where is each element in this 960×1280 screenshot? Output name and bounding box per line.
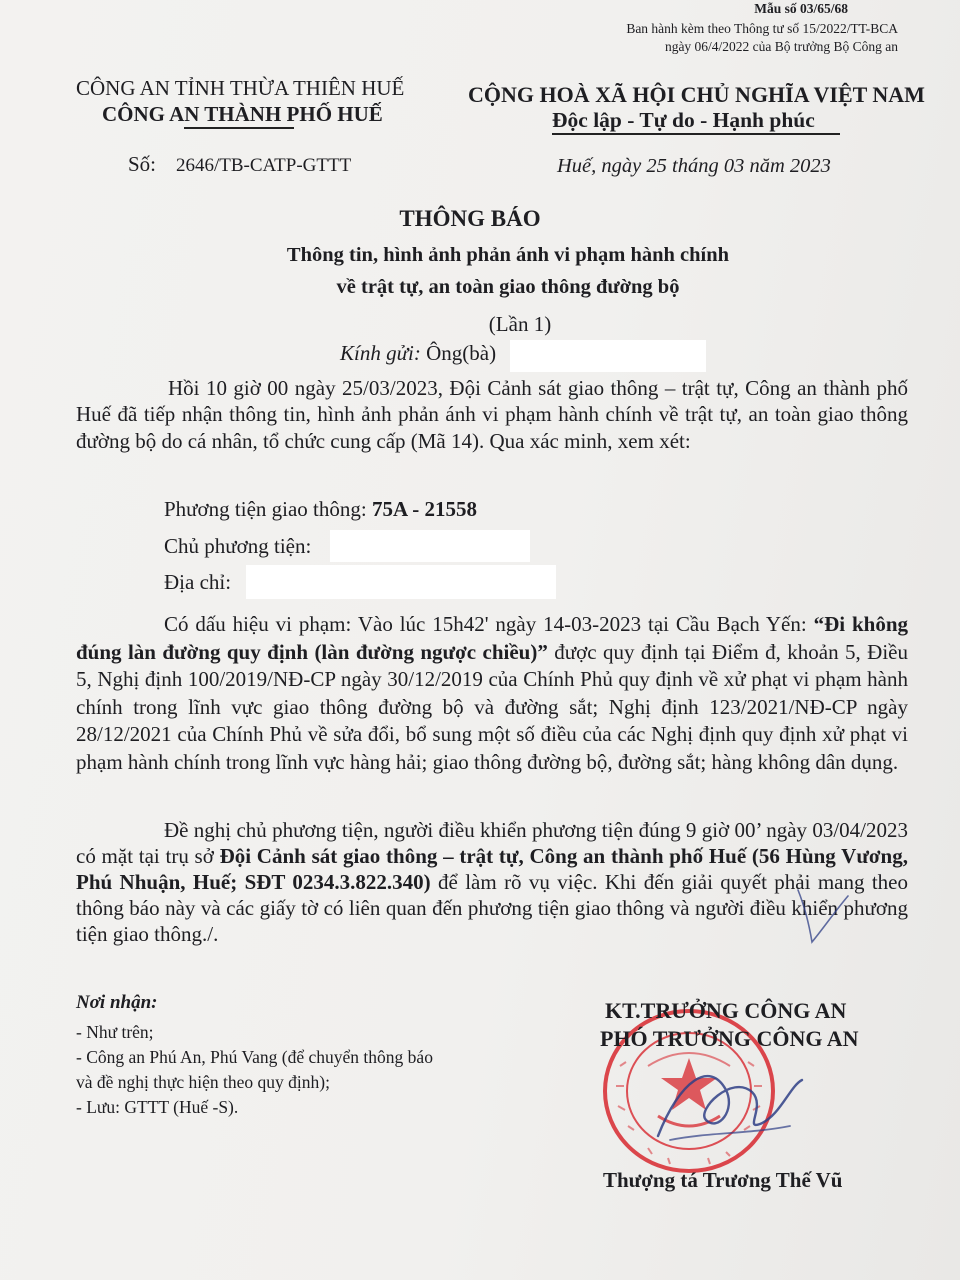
paragraph-violation — [76, 611, 908, 776]
violation-legal-basis: được quy định tại Điểm đ, khoản 5, Điều 5, Nghị định 100/2019/NĐ-CP ngày 30/12/2019 của Chính Phủ quy định về xử phạt vi phạm hành chính trong lĩnh vực giao thông đường bộ và đường sắt; Nghị định 123/2021/NĐ-CP ngày 28/12/2021 của Chính Phủ về sửa đổi, bổ sung một số điều của các Nghị định quy định xử phạt vi phạm hành chính trong lĩnh vực hàng hải; giao thông đường bộ, đường sắt; hàng không dân dụng. — [76, 639, 908, 774]
address-label: Địa chỉ: — [164, 570, 232, 594]
signer-name: Thượng tá Trương Thế Vũ — [603, 1168, 843, 1192]
recipients-label: Nơi nhận: — [76, 992, 158, 1013]
issue-number: (Lần 1) — [488, 312, 552, 336]
signature-title-2: PHÓ TRƯỞNG CÔNG AN — [600, 1026, 859, 1051]
org-parent: CÔNG AN TỈNH THỪA THIÊN HUẾ — [76, 76, 405, 100]
recipient-line-4: - Lưu: GTTT (Huế -S). — [76, 1097, 239, 1117]
national-title: CỘNG HOÀ XÃ HỘI CHỦ NGHĨA VIỆT NAM — [468, 82, 925, 107]
ref-number: 2646/TB-CATP-GTTT — [176, 155, 352, 176]
document-title: THÔNG BÁO — [399, 206, 541, 231]
paragraph-intro-text: Hồi 10 giờ 00 ngày 25/03/2023, Đội Cảnh sát giao thông – trật tự, Công an thành phố Huế đã tiếp nhận thông tin, hình ảnh phản ánh vi phạm hành chính về trật tự, an toàn giao thông đường bộ do cá nhân, tổ chức cung cấp (Mã 14). Qua xác minh, xem xét: — [76, 376, 908, 453]
signature-title-1: KT.TRƯỞNG CÔNG AN — [605, 998, 847, 1023]
address-redaction — [246, 565, 556, 599]
vehicle-plate: 75A - 21558 — [371, 497, 477, 521]
paragraph-request — [76, 817, 908, 947]
recipient-line-2: - Công an Phú An, Phú Vang (để chuyển thông báo — [76, 1047, 433, 1067]
national-motto: Độc lập - Tự do - Hạnh phúc — [552, 108, 815, 132]
recipient-line-3: và đề nghị thực hiện theo quy định); — [76, 1072, 330, 1092]
vehicle-field — [164, 497, 477, 522]
paragraph-intro — [76, 375, 908, 454]
addressee-value: Ông(bà) — [426, 341, 497, 365]
addressee-label: Kính gửi: — [340, 341, 427, 365]
document-subtitle-1: Thông tin, hình ảnh phản ánh vi phạm hành chính — [286, 244, 730, 266]
place-date: Huế, ngày 25 tháng 03 năm 2023 — [557, 155, 831, 177]
request-rest: để làm rõ vụ việc. Khi đến giải quyết phải mang theo thông báo này và các giấy tờ có liên quan đến phương tiện giao thông và người điều khiển phương tiện giao thông./. — [76, 870, 909, 946]
request-lead: Đề nghị chủ phương tiện, người điều khiển phương tiện đúng 9 giờ 00’ ngày 03/04/2023 có mặt tại trụ sở — [76, 818, 908, 868]
form-issued-line-2: ngày 06/4/2022 của Bộ trưởng Bộ Công an — [664, 39, 898, 54]
redaction-box — [510, 340, 706, 372]
ref-label: Số: — [128, 152, 157, 176]
paragraph-request-text — [76, 817, 908, 947]
owner-label: Chủ phương tiện: — [164, 534, 312, 558]
form-number: Mẫu số 03/65/68 — [754, 1, 848, 16]
form-issued-note — [626, 20, 898, 56]
recipient-line-1: - Như trên; — [76, 1022, 154, 1042]
org-underline — [184, 127, 294, 129]
addressee — [340, 341, 496, 366]
owner-redaction — [330, 530, 530, 562]
form-issued-line-1: Ban hành kèm theo Thông tư số 15/2022/TT-BCA — [626, 21, 898, 36]
vehicle-label: Phương tiện giao thông: — [164, 497, 372, 521]
violation-lead: Có dấu hiệu vi phạm: Vào lúc 15h42' ngày 14-03-2023 tại Cầu Bạch Yến: — [164, 612, 814, 636]
handwritten-signature-icon — [640, 1040, 820, 1160]
document-subtitle-2: về trật tự, an toàn giao thông đường bộ — [336, 276, 680, 298]
motto-underline — [552, 133, 840, 135]
pen-mark-icon — [792, 880, 852, 950]
request-office: Đội Cảnh sát giao thông – trật tự, Công an thành phố Huế (56 Hùng Vương, Phú Nhuận, Huế; SĐT 0234.3.822.340) — [76, 844, 908, 894]
paragraph-violation-text — [76, 611, 908, 776]
org-name: CÔNG AN THÀNH PHỐ HUẾ — [102, 102, 383, 126]
violation-description: “Đi không đúng làn đường quy định (làn đường ngược chiều)” — [76, 612, 909, 664]
